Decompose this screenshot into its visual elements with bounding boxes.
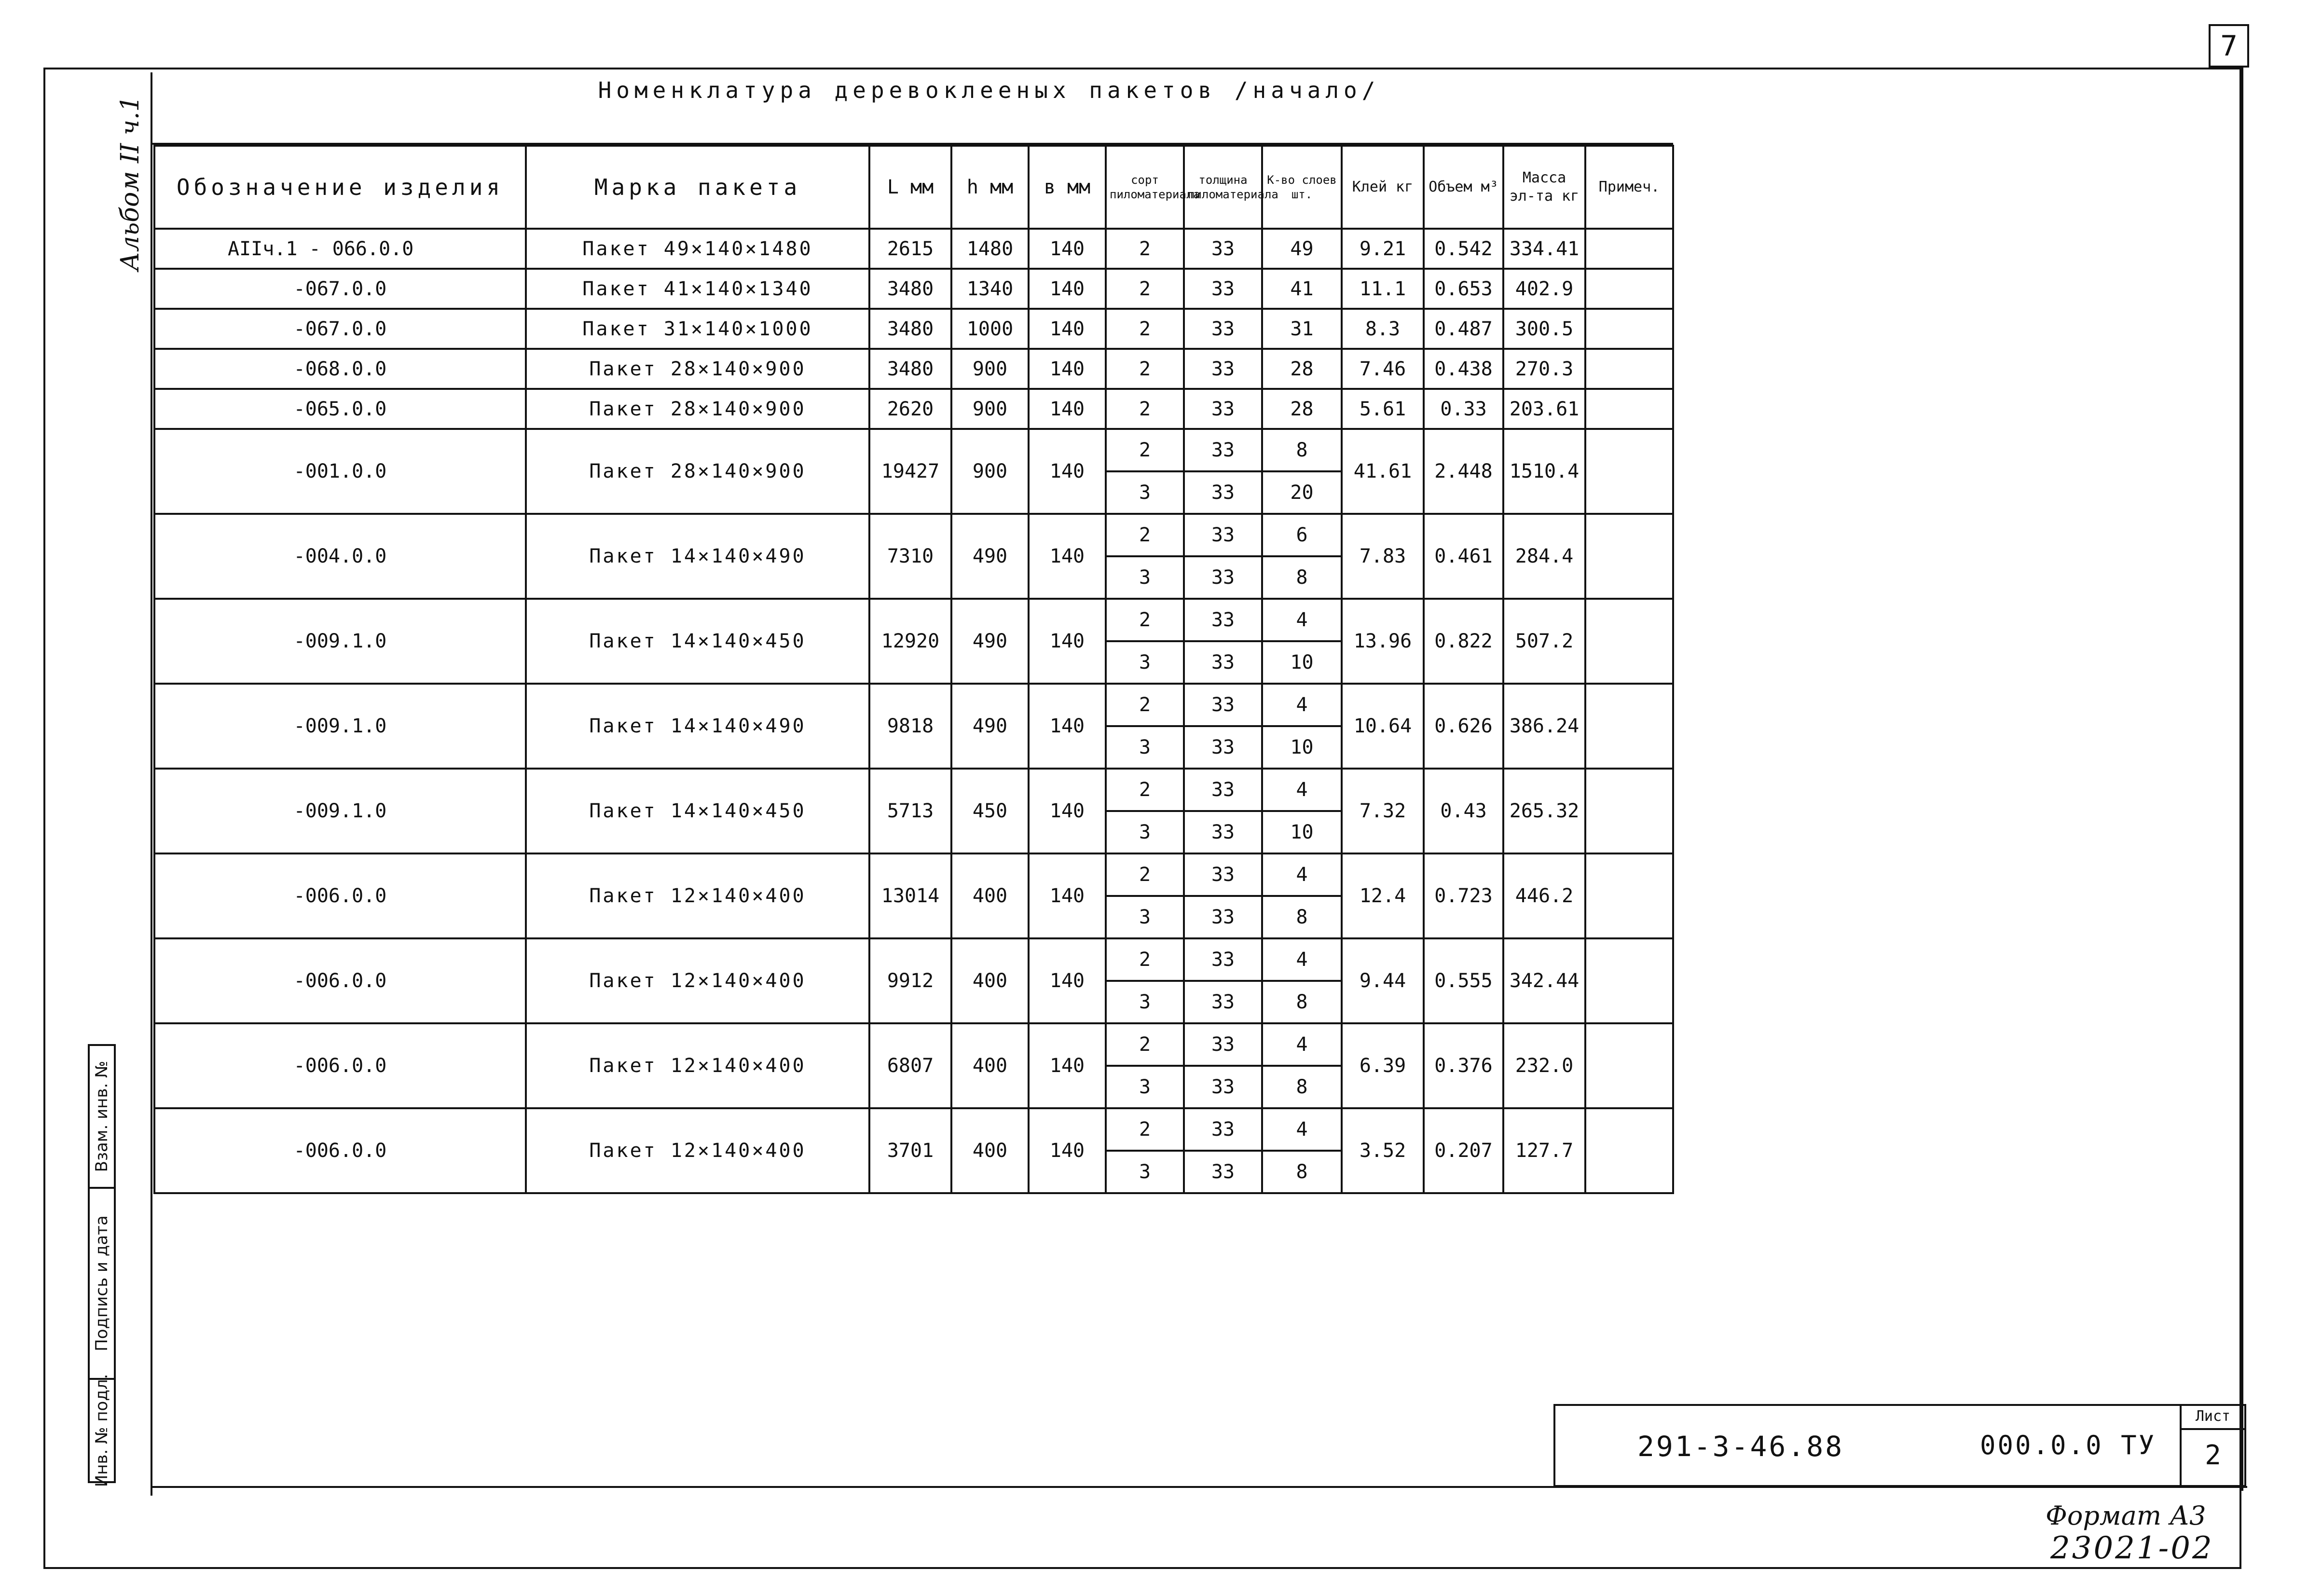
volume-cell: 0.43 bbox=[1424, 769, 1503, 853]
mass-cell: 203.61 bbox=[1503, 389, 1585, 429]
table-row bbox=[154, 769, 1673, 811]
table-title: Номенклатура деревоклееных пакетов /начало/ bbox=[598, 77, 1380, 103]
thickness-cell: 33 bbox=[1184, 514, 1262, 556]
volume-cell: 0.487 bbox=[1424, 309, 1503, 349]
col-mass: Масса эл-та кг bbox=[1503, 146, 1585, 229]
sort-cell: 2 bbox=[1106, 269, 1184, 309]
width-cell: 140 bbox=[1029, 1023, 1106, 1108]
volume-cell: 0.207 bbox=[1424, 1108, 1503, 1193]
table-row bbox=[154, 309, 1673, 349]
width-cell: 140 bbox=[1029, 938, 1106, 1023]
height-cell: 490 bbox=[951, 684, 1029, 769]
layers-cell: 8 bbox=[1262, 1151, 1342, 1193]
glue-cell: 9.44 bbox=[1342, 938, 1424, 1023]
layers-cell: 28 bbox=[1262, 389, 1342, 429]
layers-cell: 8 bbox=[1262, 429, 1342, 471]
album-text: Альбом II ч.1 bbox=[116, 96, 145, 271]
width-cell: 140 bbox=[1029, 514, 1106, 599]
note-cell bbox=[1585, 349, 1673, 389]
mark-cell: Пакет 28×140×900 bbox=[526, 389, 869, 429]
table-row bbox=[154, 599, 1673, 641]
layers-cell: 10 bbox=[1262, 726, 1342, 769]
thickness-cell: 33 bbox=[1184, 1108, 1262, 1151]
mark-cell: Пакет 14×140×450 bbox=[526, 769, 869, 853]
sheet-label: Лист bbox=[2182, 1408, 2244, 1430]
length-cell: 13014 bbox=[869, 853, 951, 938]
table-row bbox=[154, 1023, 1673, 1066]
glue-cell: 7.46 bbox=[1342, 349, 1424, 389]
length-cell: 6807 bbox=[869, 1023, 951, 1108]
length-cell: 3480 bbox=[869, 349, 951, 389]
thickness-cell: 33 bbox=[1184, 269, 1262, 309]
designation-cell: -009.1.0 bbox=[154, 769, 526, 853]
volume-cell: 0.542 bbox=[1424, 229, 1503, 269]
mass-cell: 265.32 bbox=[1503, 769, 1585, 853]
designation-cell: АIIч.1 - 066.0.0 bbox=[154, 229, 526, 269]
sort-cell: 2 bbox=[1106, 938, 1184, 981]
glue-cell: 12.4 bbox=[1342, 853, 1424, 938]
volume-cell: 0.626 bbox=[1424, 684, 1503, 769]
volume-cell: 0.461 bbox=[1424, 514, 1503, 599]
designation-cell: -067.0.0 bbox=[154, 269, 526, 309]
sort-cell: 2 bbox=[1106, 514, 1184, 556]
height-cell: 400 bbox=[951, 853, 1029, 938]
width-cell: 140 bbox=[1029, 684, 1106, 769]
col-glue: Клей кг bbox=[1342, 146, 1424, 229]
layers-cell: 4 bbox=[1262, 599, 1342, 641]
designation-cell: -006.0.0 bbox=[154, 1108, 526, 1193]
layers-cell: 20 bbox=[1262, 471, 1342, 514]
thickness-cell: 33 bbox=[1184, 769, 1262, 811]
layers-cell: 8 bbox=[1262, 896, 1342, 938]
replace-inv-label: Взам. инв. № bbox=[92, 1060, 111, 1172]
layers-cell: 4 bbox=[1262, 853, 1342, 896]
thickness-cell: 33 bbox=[1184, 853, 1262, 896]
sort-cell: 2 bbox=[1106, 229, 1184, 269]
layers-cell: 10 bbox=[1262, 811, 1342, 853]
col-width: в мм bbox=[1029, 146, 1106, 229]
width-cell: 140 bbox=[1029, 389, 1106, 429]
layers-cell: 4 bbox=[1262, 938, 1342, 981]
sort-cell: 3 bbox=[1106, 811, 1184, 853]
height-cell: 490 bbox=[951, 599, 1029, 684]
mass-cell: 232.0 bbox=[1503, 1023, 1585, 1108]
note-cell bbox=[1585, 309, 1673, 349]
layers-cell: 4 bbox=[1262, 769, 1342, 811]
thickness-cell: 33 bbox=[1184, 726, 1262, 769]
volume-cell: 0.822 bbox=[1424, 599, 1503, 684]
height-cell: 400 bbox=[951, 1108, 1029, 1193]
height-cell: 400 bbox=[951, 1023, 1029, 1108]
sort-cell: 3 bbox=[1106, 641, 1184, 684]
archive-stamp bbox=[88, 1044, 151, 1487]
col-height: h мм bbox=[951, 146, 1029, 229]
sort-cell: 3 bbox=[1106, 1066, 1184, 1108]
glue-cell: 41.61 bbox=[1342, 429, 1424, 514]
mass-cell: 284.4 bbox=[1503, 514, 1585, 599]
thickness-cell: 33 bbox=[1184, 981, 1262, 1023]
volume-cell: 0.376 bbox=[1424, 1023, 1503, 1108]
thickness-cell: 33 bbox=[1184, 1151, 1262, 1193]
width-cell: 140 bbox=[1029, 229, 1106, 269]
document-code: 291-3-46.88 bbox=[1637, 1430, 1844, 1463]
glue-cell: 7.83 bbox=[1342, 514, 1424, 599]
mark-cell: Пакет 41×140×1340 bbox=[526, 269, 869, 309]
length-cell: 3480 bbox=[869, 269, 951, 309]
sort-cell: 3 bbox=[1106, 726, 1184, 769]
sort-cell: 2 bbox=[1106, 429, 1184, 471]
glue-cell: 11.1 bbox=[1342, 269, 1424, 309]
length-cell: 5713 bbox=[869, 769, 951, 853]
volume-cell: 0.555 bbox=[1424, 938, 1503, 1023]
length-cell: 3480 bbox=[869, 309, 951, 349]
note-cell bbox=[1585, 938, 1673, 1023]
mass-cell: 127.7 bbox=[1503, 1108, 1585, 1193]
designation-cell: -009.1.0 bbox=[154, 684, 526, 769]
title-block bbox=[1553, 1404, 2246, 1487]
thickness-cell: 33 bbox=[1184, 1023, 1262, 1066]
width-cell: 140 bbox=[1029, 769, 1106, 853]
length-cell: 2620 bbox=[869, 389, 951, 429]
inv-orig-cell bbox=[88, 1374, 116, 1487]
note-cell bbox=[1585, 389, 1673, 429]
thickness-cell: 33 bbox=[1184, 309, 1262, 349]
mark-cell: Пакет 49×140×1480 bbox=[526, 229, 869, 269]
length-cell: 9818 bbox=[869, 684, 951, 769]
note-cell bbox=[1585, 1108, 1673, 1193]
note-cell bbox=[1585, 514, 1673, 599]
sort-cell: 2 bbox=[1106, 389, 1184, 429]
thickness-cell: 33 bbox=[1184, 641, 1262, 684]
note-cell bbox=[1585, 269, 1673, 309]
table-row bbox=[154, 684, 1673, 726]
note-cell bbox=[1585, 599, 1673, 684]
glue-cell: 7.32 bbox=[1342, 769, 1424, 853]
layers-cell: 6 bbox=[1262, 514, 1342, 556]
width-cell: 140 bbox=[1029, 429, 1106, 514]
mass-cell: 402.9 bbox=[1503, 269, 1585, 309]
note-cell bbox=[1585, 229, 1673, 269]
table-row bbox=[154, 349, 1673, 389]
sort-cell: 2 bbox=[1106, 1023, 1184, 1066]
height-cell: 1000 bbox=[951, 309, 1029, 349]
height-cell: 900 bbox=[951, 349, 1029, 389]
thickness-cell: 33 bbox=[1184, 429, 1262, 471]
volume-cell: 2.448 bbox=[1424, 429, 1503, 514]
table-row bbox=[154, 1108, 1673, 1151]
designation-cell: -006.0.0 bbox=[154, 1023, 526, 1108]
sort-cell: 3 bbox=[1106, 981, 1184, 1023]
sort-cell: 2 bbox=[1106, 349, 1184, 389]
format-label: Формат А3 bbox=[2046, 1500, 2206, 1531]
layers-cell: 31 bbox=[1262, 309, 1342, 349]
glue-cell: 6.39 bbox=[1342, 1023, 1424, 1108]
volume-cell: 0.723 bbox=[1424, 853, 1503, 938]
layers-cell: 8 bbox=[1262, 556, 1342, 599]
table-row bbox=[154, 429, 1673, 471]
volume-cell: 0.33 bbox=[1424, 389, 1503, 429]
layers-cell: 49 bbox=[1262, 229, 1342, 269]
mass-cell: 446.2 bbox=[1503, 853, 1585, 938]
mark-cell: Пакет 28×140×900 bbox=[526, 429, 869, 514]
layers-cell: 41 bbox=[1262, 269, 1342, 309]
mark-cell: Пакет 12×140×400 bbox=[526, 853, 869, 938]
col-thickness: толщина пиломатериала bbox=[1184, 146, 1262, 229]
sort-cell: 2 bbox=[1106, 853, 1184, 896]
length-cell: 2615 bbox=[869, 229, 951, 269]
col-length: L мм bbox=[869, 146, 951, 229]
right-border bbox=[2241, 68, 2243, 1491]
designation-cell: -065.0.0 bbox=[154, 389, 526, 429]
note-cell bbox=[1585, 1023, 1673, 1108]
width-cell: 140 bbox=[1029, 853, 1106, 938]
sort-cell: 3 bbox=[1106, 896, 1184, 938]
header-row bbox=[154, 146, 1673, 229]
sheet-number: 7 bbox=[2209, 24, 2249, 68]
mass-cell: 342.44 bbox=[1503, 938, 1585, 1023]
height-cell: 1480 bbox=[951, 229, 1029, 269]
length-cell: 7310 bbox=[869, 514, 951, 599]
height-cell: 400 bbox=[951, 938, 1029, 1023]
mark-cell: Пакет 12×140×400 bbox=[526, 1023, 869, 1108]
glue-cell: 3.52 bbox=[1342, 1108, 1424, 1193]
length-cell: 12920 bbox=[869, 599, 951, 684]
length-cell: 9912 bbox=[869, 938, 951, 1023]
inventory-number: 23021-02 bbox=[2050, 1530, 2214, 1566]
note-cell bbox=[1585, 853, 1673, 938]
table-row bbox=[154, 853, 1673, 896]
col-volume: Объем м³ bbox=[1424, 146, 1503, 229]
thickness-cell: 33 bbox=[1184, 1066, 1262, 1108]
note-cell bbox=[1585, 769, 1673, 853]
thickness-cell: 33 bbox=[1184, 229, 1262, 269]
height-cell: 490 bbox=[951, 514, 1029, 599]
mark-cell: Пакет 12×140×400 bbox=[526, 1108, 869, 1193]
width-cell: 140 bbox=[1029, 269, 1106, 309]
thickness-cell: 33 bbox=[1184, 389, 1262, 429]
mass-cell: 386.24 bbox=[1503, 684, 1585, 769]
col-designation: Обозначение изделия bbox=[154, 146, 526, 229]
width-cell: 140 bbox=[1029, 309, 1106, 349]
designation-cell: -068.0.0 bbox=[154, 349, 526, 389]
table-row bbox=[154, 514, 1673, 556]
length-cell: 19427 bbox=[869, 429, 951, 514]
height-cell: 1340 bbox=[951, 269, 1029, 309]
designation-cell: -006.0.0 bbox=[154, 938, 526, 1023]
height-cell: 900 bbox=[951, 429, 1029, 514]
layers-cell: 8 bbox=[1262, 1066, 1342, 1108]
layers-cell: 4 bbox=[1262, 684, 1342, 726]
layers-cell: 8 bbox=[1262, 981, 1342, 1023]
mass-cell: 1510.4 bbox=[1503, 429, 1585, 514]
thickness-cell: 33 bbox=[1184, 471, 1262, 514]
thickness-cell: 33 bbox=[1184, 896, 1262, 938]
glue-cell: 10.64 bbox=[1342, 684, 1424, 769]
designation-cell: -004.0.0 bbox=[154, 514, 526, 599]
table-row bbox=[154, 389, 1673, 429]
height-cell: 450 bbox=[951, 769, 1029, 853]
thickness-cell: 33 bbox=[1184, 684, 1262, 726]
col-mark: Марка пакета bbox=[526, 146, 869, 229]
col-sort: сорт пиломатериала bbox=[1106, 146, 1184, 229]
sign-date-label: Подпись и дата bbox=[92, 1215, 111, 1351]
sort-cell: 3 bbox=[1106, 556, 1184, 599]
mark-cell: Пакет 14×140×490 bbox=[526, 684, 869, 769]
mass-cell: 300.5 bbox=[1503, 309, 1585, 349]
mark-cell: Пакет 12×140×400 bbox=[526, 938, 869, 1023]
inv-orig-label: Инв. № подл. bbox=[92, 1374, 111, 1487]
col-layers: К-во слоев шт. bbox=[1262, 146, 1342, 229]
width-cell: 140 bbox=[1029, 599, 1106, 684]
layers-cell: 4 bbox=[1262, 1108, 1342, 1151]
width-cell: 140 bbox=[1029, 1108, 1106, 1193]
sheet-box bbox=[2180, 1406, 2244, 1487]
volume-cell: 0.653 bbox=[1424, 269, 1503, 309]
thickness-cell: 33 bbox=[1184, 599, 1262, 641]
col-note: Примеч. bbox=[1585, 146, 1673, 229]
glue-cell: 9.21 bbox=[1342, 229, 1424, 269]
layers-cell: 28 bbox=[1262, 349, 1342, 389]
mark-cell: Пакет 28×140×900 bbox=[526, 349, 869, 389]
mass-cell: 507.2 bbox=[1503, 599, 1585, 684]
sheet-value: 2 bbox=[2205, 1440, 2221, 1471]
sign-date-cell bbox=[88, 1187, 116, 1380]
layers-cell: 4 bbox=[1262, 1023, 1342, 1066]
table-row bbox=[154, 269, 1673, 309]
glue-cell: 5.61 bbox=[1342, 389, 1424, 429]
height-cell: 900 bbox=[951, 389, 1029, 429]
note-cell bbox=[1585, 684, 1673, 769]
layers-cell: 10 bbox=[1262, 641, 1342, 684]
mark-cell: Пакет 31×140×1000 bbox=[526, 309, 869, 349]
thickness-cell: 33 bbox=[1184, 811, 1262, 853]
glue-cell: 8.3 bbox=[1342, 309, 1424, 349]
note-cell bbox=[1585, 429, 1673, 514]
table-row bbox=[154, 229, 1673, 269]
document-designation: 000.0.0 ТУ bbox=[1980, 1430, 2157, 1460]
sort-cell: 2 bbox=[1106, 769, 1184, 811]
mark-cell: Пакет 14×140×450 bbox=[526, 599, 869, 684]
designation-cell: -006.0.0 bbox=[154, 853, 526, 938]
volume-cell: 0.438 bbox=[1424, 349, 1503, 389]
sort-cell: 2 bbox=[1106, 309, 1184, 349]
designation-cell: -067.0.0 bbox=[154, 309, 526, 349]
designation-cell: -001.0.0 bbox=[154, 429, 526, 514]
table-row bbox=[154, 938, 1673, 981]
designation-cell: -009.1.0 bbox=[154, 599, 526, 684]
length-cell: 3701 bbox=[869, 1108, 951, 1193]
sort-cell: 3 bbox=[1106, 471, 1184, 514]
replace-inv-cell bbox=[88, 1044, 116, 1189]
sort-cell: 2 bbox=[1106, 684, 1184, 726]
thickness-cell: 33 bbox=[1184, 349, 1262, 389]
thickness-cell: 33 bbox=[1184, 556, 1262, 599]
sort-cell: 2 bbox=[1106, 599, 1184, 641]
mass-cell: 334.41 bbox=[1503, 229, 1585, 269]
sort-cell: 2 bbox=[1106, 1108, 1184, 1151]
width-cell: 140 bbox=[1029, 349, 1106, 389]
mass-cell: 270.3 bbox=[1503, 349, 1585, 389]
thickness-cell: 33 bbox=[1184, 938, 1262, 981]
glue-cell: 13.96 bbox=[1342, 599, 1424, 684]
nomenclature-table bbox=[153, 145, 1674, 1194]
mark-cell: Пакет 14×140×490 bbox=[526, 514, 869, 599]
sort-cell: 3 bbox=[1106, 1151, 1184, 1193]
